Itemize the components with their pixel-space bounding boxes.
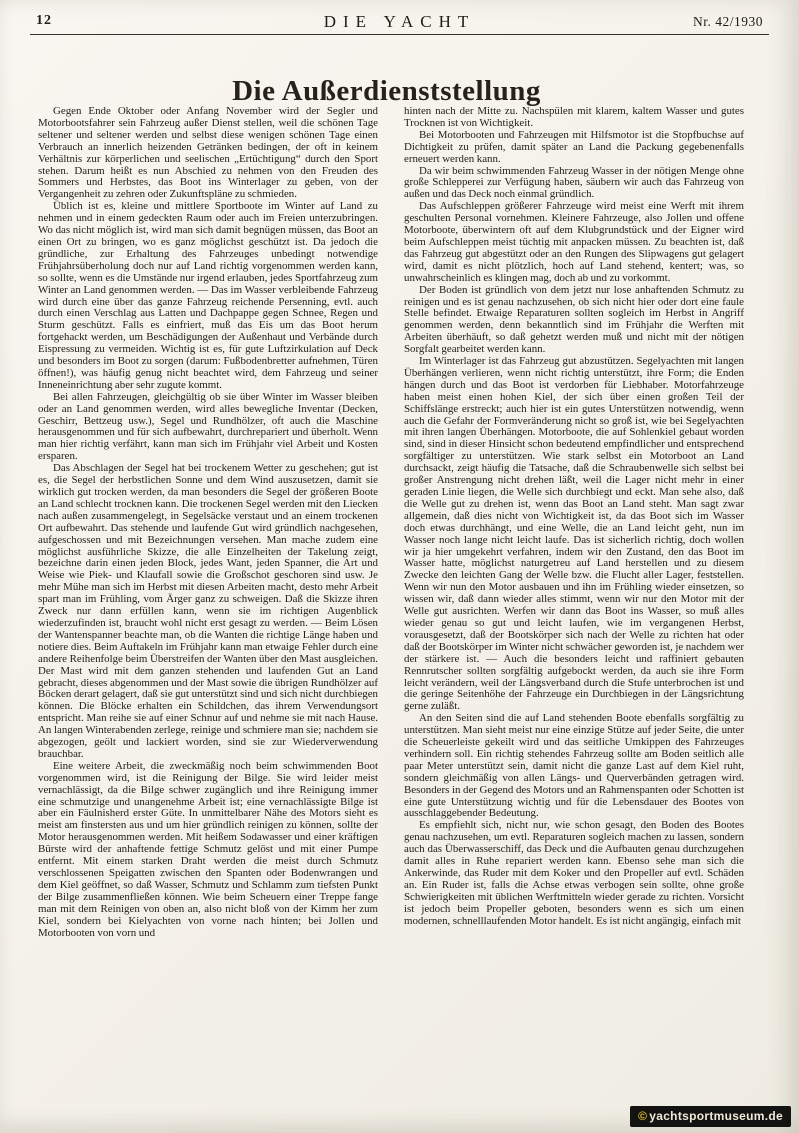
right-column <box>404 106 744 1098</box>
copyright-icon: © <box>638 1109 648 1123</box>
masthead-title: DIE YACHT <box>323 12 476 31</box>
paragraph: Der Boden ist gründlich von dem jetzt nur lose anhaftenden Schmutz zu reinigen und es ist genau nachzusehen, ob sich nicht hier oder dort eine faule Stelle befindet. Etwaige Reparaturen sollten sogleich im Herbst in Angriff genommen werden, denn bekanntlich sind im Frühjahr die Werften mit Arbeiten überhäuft, so daß gehetzt werden muß und nicht mit der nötigen Sorgfalt gearbeitet werden kann. <box>404 283 744 356</box>
watermark-text: yachtsportmuseum.de <box>649 1109 783 1123</box>
article-title: Die Außerdienststellung <box>232 75 541 108</box>
article-body <box>38 106 744 1098</box>
page-number: 12 <box>36 13 52 28</box>
left-column <box>38 106 378 1098</box>
paragraph: hinten nach der Mitte zu. Nachspülen mit klarem, kaltem Wasser und gutes Trocknen ist von Wichtigkeit. <box>404 106 744 129</box>
paragraph: Bei Motorbooten und Fahrzeugen mit Hilfsmotor ist die Stopfbuchse auf Dichtigkeit zu prüfen, damit später an Land die Packung gegebenenfalls erneuert werden kann. <box>404 128 744 165</box>
page-header <box>34 12 765 34</box>
paragraph: Bei allen Fahrzeugen, gleichgültig ob sie über Winter im Wasser bleiben oder an Land genommen werden, wird alles bewegliche Inventar (Decken, Geschirr, Bettzeug usw.), Segel und Rundhölzer, oft auch die Maschine herausgenommen und für sich aufbewahrt, durchrepariert und überholt. Wenn man hier richtig verfährt, kann man sich im Frühjahr viel Arbeit und Kosten ersparen. <box>38 390 378 463</box>
paragraph: Eine weitere Arbeit, die zweckmäßig noch beim schwimmenden Boot vorgenommen wird, ist die Reinigung der Bilge. Sie wird leider meist vernachlässigt, da die Bilge schwer zugänglich und ihre Reinigung immer eine schmutzige und unangenehme Arbeit ist; eine vernachlässigte Bilge ist aber ein Fäulnisherd erster Güte. In unmittelbarer Nähe des Motors sieht es meist am finstersten aus und um hier gründlich reinigen zu können, sollte der Motor herausgenommen werden. Mit heißem Sodawasser und einer kräftigen Bürste wird der anhaftende fettige Schmutz gelöst und mit einer Pumpe entfernt. Mit einem starken Draht werden die meist durch Schmutz verschlossenen Speigatten zwischen den Spanten oder Bodenwrangen und dem Kiel geöffnet, so daß Wasser, Schmutz und Schlamm zum tiefsten Punkt der Bilge zusammenfließen können. Wie beim Scheuern einer Treppe fange man mit dem Reinigen von oben an, also nicht bloß von der Kimm her zum Kiel, sondern bei Kielyachten von vorne nach hinten; bei Jollen und Motorbooten von vorn und <box>38 759 378 939</box>
paragraph: Im Winterlager ist das Fahrzeug gut abzustützen. Segelyachten mit langen Überhängen verlieren, wenn nicht richtig unterstützt, ihre Form; die Enden hängen durch und das Boot ist verdorben für Liebhaber. Motorfahrzeuge haben meist einen hohen Kiel, der sich über einen großen Teil der Schiffslänge erstreckt; auch hier ist ein gutes Unterstützen notwendig, wenn auch die Gefahr der Formveränderung nicht so groß ist, wie bei Segelyachten mit ihren langen Überhängen. Motorboote, die auf Sohlenkiel gebaut worden sind, sind in dieser Hinsicht schon bedeutend empfindlicher und entsprechend sorgfältiger zu unterstützen. Wie stark selbst ein Motorboot an Land durchsackt, zeigt häufig die Tatsache, daß die Schraubenwelle sich selbst bei großer Anstrengung nicht drehen läßt, weil die Lager nicht mehr in einer geraden Linie liegen, die Welle sich durchbiegt und eckt. Man sehe also, daß die Welle gut zu drehen ist, wenn das Boot an Land steht. Man sagt zwar allgemein, daß dies nicht von Wichtigkeit ist, da das Boot sich im Wasser doch etwas durchhängt, und eine Welle, die an Land leicht geht, nun im Wasser noch lange nicht leicht laufe. Das ist sicherlich richtig, doch wollen wir ja hier umgekehrt verfahren, indem wir den Zustand, den das Boot im Wasser hatte, möglichst naturgetreu auf Land herstellen und zu diesem Zwecke den leichten Gang der Welle bzw. die Flucht aller Lager, feststellen. Wenn wir nun den Motor ausbauen und ihn im Frühling wieder einsetzen, so wissen wir, daß dann wieder alles stimmt, wenn wir nur den Motor mit der Welle gut ausrichten. Werfen wir dann das Boot ins Wasser, so muß alles wieder genau so gut und leicht laufen, wie im vergangenen Herbst, vorausgesetzt, daß der Bootskörper sich nach der Welle zu richten hat oder daß der Bootskörper im Winter nicht schwächer geworden ist, je nachdem wer der stärkere ist. — Auch die besonders leicht und raffiniert gebauten Rennrutscher sollten sorgfältig aufgebockt werden, da auch sie ihre Form leicht verändern, weil der Längsverband durch die Stufe unterbrochen ist und die geringe Seitenhöhe der Fahrzeuge ein Durchbiegen in der Längsrichtung gerne zuläßt. <box>404 355 744 713</box>
header-rule <box>30 34 769 35</box>
issue-number: Nr. 42/1930 <box>692 14 763 29</box>
paragraph: Da wir beim schwimmenden Fahrzeug Wasser in der nötigen Menge ohne große Schlepperei zur Verfügung haben, säubern wir auch das Fahrzeug von außen und das Deck noch einmal gründlich. <box>404 164 744 201</box>
paragraph: Das Aufschleppen größerer Fahrzeuge wird meist eine Werft mit ihrem geschulten Personal vornehmen. Kleinere Fahrzeuge, also Jollen und offene Motorboote, überwintern oft auf dem Klubgrundstück und der Eigner wird beim Aufschleppen meist tüchtig mit anpacken müssen. Zu beachten ist, daß das Fahrzeug gut abgestützt oder an den Rungen des Slipwagens gut gelagert wird, damit es nicht plötzlich, hoch auf Land stehend, kentert; was, so unwahrscheinlich es klingen mag, doch ab und zu vorkommt. <box>404 200 744 284</box>
paragraph: An den Seiten sind die auf Land stehenden Boote ebenfalls sorgfältig zu unterstützen. Man sieht meist nur eine einzige Stütze auf jeder Seite, die unter die Scheuerleiste gekeilt wird und das seitliche Umkippen des Fahrzeuges verhindern soll. Ein richtig stehendes Fahrzeug sollte am Boden seitlich alle paar Meter unterstützt sein, damit nicht die ganze Last auf dem Kiel ruht, sondern gleichmäßig von allen Längs- und Querverbänden getragen wird. Besonders in der Gegend des Motors und an Rahmenspanten oder Schotten ist eine gute Unterstützung wichtig und für die Lebensdauer des Bootes von ausschlaggebender Bedeutung. <box>404 712 744 820</box>
paragraph: Es empfiehlt sich, nicht nur, wie schon gesagt, den Boden des Bootes genau nachzusehen, um evtl. Reparaturen sogleich machen zu lassen, sondern auch das Überwasserschiff, das Deck und die Aufbauten genau durchzugehen damit alles in Ruhe repariert werden kann. Ebenso sehe man sich die Ankerwinde, das Ruder mit dem Koker und den Propeller auf evtl. Schäden an. Ein Ruder ist, falls die Achse etwas verbogen sein sollte, ohne große Schwierigkeiten mit üblichen Werftmitteln wieder gerade zu richten. Vorsicht ist jedoch beim Propeller geboten, besonders wenn es sich um einen modernen, schnelllaufenden Motor handelt. Es ist nicht angängig, einfach mit <box>404 819 744 927</box>
paragraph: Gegen Ende Oktober oder Anfang November wird der Segler und Motorbootsfahrer sein Fahrzeug außer Dienst stellen, weil die schönen Tage seltener und seltener werden und selbst diese wenigen schönen Tage einen Verbrauch an innerlich heizenden Getränken bedingen, der oft in keinem Verhältnis zur körperlichen und seelischen „Ertüchtigung“ durch den Sport stehen. Darum heißt es nun Abschied zu nehmen von den Freuden des Sommers und Herbstes, das Boot ins Winterlager zu geben, von der Vergangenheit zu zehren oder Zukunftspläne zu schmieden. <box>38 106 378 201</box>
watermark-badge <box>630 1106 791 1127</box>
paragraph: Üblich ist es, kleine und mittlere Sportboote im Winter auf Land zu nehmen und in einem gedeckten Raum oder auch im Freien unterzubringen. Wo das nicht möglich ist, wird man sich damit begnügen müssen, das Boot an einen Ort zu bringen, wo es ganz möglichst geschützt ist. Da jedoch die gründliche, zur Erhaltung des Fahrzeuges unbedingt notwendige Frühjahrsüberholung doch nur auf Land richtig vorgenommen werden kann, so sollte, wenn es die Umstände nur irgend erlauben, jedes Sportfahrzeug zum Winter an Land genommen werden. — Das im Wasser verbleibende Fahrzeug wird durch eine über das ganze Fahrzeug reichende Persenning, evtl. auch durch einen Verschlag aus Latten und Dachpappe gegen Schnee, Regen und Sturm geschützt. Falls es einfriert, muß das Eis um das Boot herum fortgehackt werden, um Beschädigungen der Außenhaut und Verbände durch Eispressung zu vermeiden. Wichtig ist es, für gute Luftzirkulation auf Deck und besonders im Boot zu sorgen (darum: Fußbodenbretter aufnehmen, Türen öffnen!), was häufig genug nicht beachtet wird, dem Fahrzeug und seiner Inneneinrichtung aber sehr zugute kommt. <box>38 200 378 391</box>
paragraph: Das Abschlagen der Segel hat bei trockenem Wetter zu geschehen; gut ist es, die Segel der herbstlichen Sonne und dem Wind auszusetzen, damit sie wirklich gut trocken werden, da man besonders die Segel der größeren Boote an Land schlecht trocknen kann. Die trockenen Segel werden mit den Liecken nach außen zusammengelegt, in Segelsäcke verstaut und an einem trockenen Ort aufbewahrt. Das stehende und laufende Gut wird gründlich nachgesehen, aufgeschossen und mit Bezeichnungen versehen. Man mache zudem eine möglichst ausführliche Skizze, die alle Einzelheiten der Takelung zeigt, bezeichne darin einen jeden Block, jedes Want, jeden Spanner, die Art und Weise wie Piek- und Klaufall sowie die Großschot geschoren sind usw. Je mehr Mühe man sich im Herbst mit diesen Arbeiten macht, desto mehr Arbeit spart man im Frühling, vom Ärger ganz zu schweigen. Daß die Skizze ihren Zweck nur dann erfüllen kann, wenn sie im richtigen Augenblick wiederzufinden ist, braucht wohl nicht erst gesagt zu werden. — Beim Lösen der Wantenspanner beachte man, ob die Wanten die richtige Länge haben und notiere dies. Beim Auftakeln im Frühjahr kann man etwaige Fehler durch eine andere Reihenfolge beim Überstreifen der Wanten über den Mast ausgleichen. Der Mast wird mit dem ganzen stehenden und laufenden Gut an Land gebracht, dieses abgenommen und der Mast sowie die übrigen Rundhölzer auf Böcken derart gelagert, daß sie gut unterstützt sind und sich nicht durchbiegen können. Die Blöcke erhalten ein Schildchen, das ihrem Verwendungsort entspricht. Man reihe sie auf einer Schnur auf und nehme sie mit nach Hause. An langen Winterabenden zerlege, reinige und schmiere man sie; nachdem sie abgezogen, geölt und lackiert worden, sind sie zur Wiederverwendung brauchbar. <box>38 462 378 760</box>
